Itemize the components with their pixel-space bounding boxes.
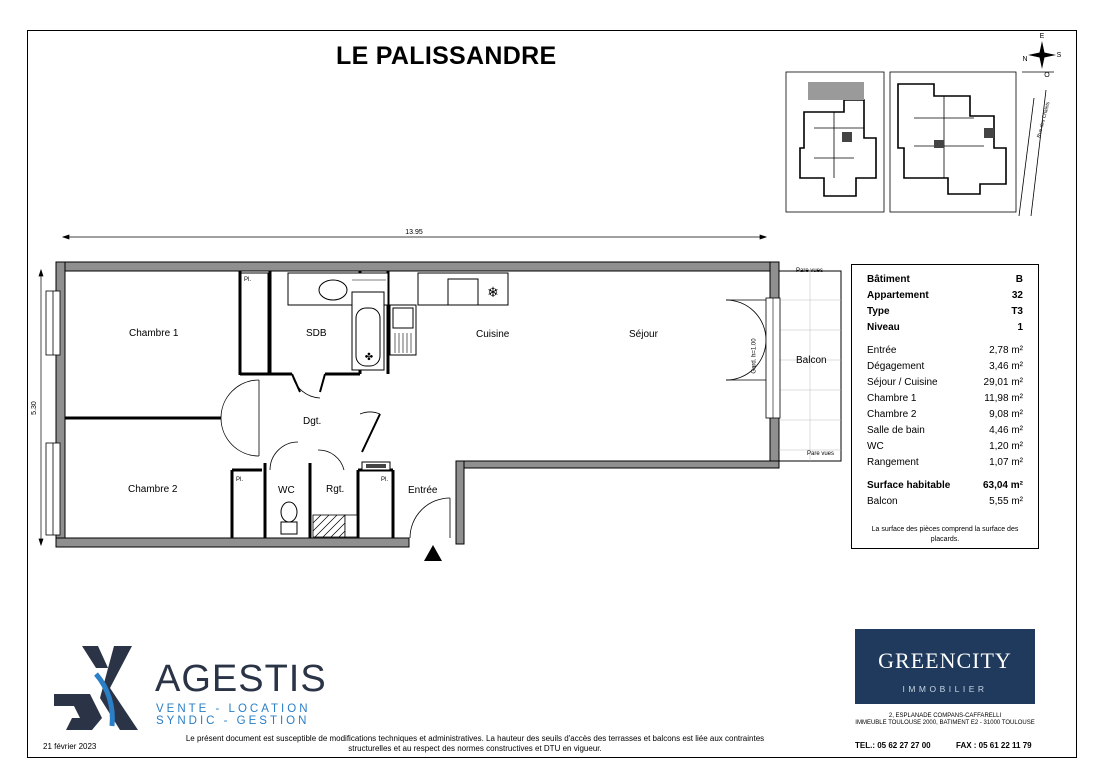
room-wc: WC — [278, 485, 295, 496]
surface-row: Séjour / Cuisine 29,01 m² — [867, 377, 1023, 388]
disclaimer: Le présent document est susceptible de modifications techniques et administratives. La hauteur des seuils d'accès des terrasses et balcons est liée aux contraintes structurelles et au respect des normes constructives et DTU en vigueur. — [185, 734, 765, 753]
info-row: Type T3 — [867, 306, 1023, 317]
greencity-name: GREENCITY — [878, 648, 1012, 673]
surface-row: WC 1,20 m² — [867, 441, 1023, 452]
storage-hatch — [313, 515, 357, 537]
room-entree: Entrée — [408, 485, 438, 496]
apartment-info-table — [851, 264, 1039, 549]
room-cuisine: Cuisine — [476, 329, 510, 340]
room-sejour: Séjour — [629, 329, 658, 340]
pare-vues-bottom: Pare vues — [807, 451, 835, 457]
placard-label-2: Pl. — [236, 477, 244, 483]
entrance-arrow-icon — [424, 545, 442, 561]
room-sdb: SDB — [306, 328, 327, 339]
greencity-logo — [855, 629, 1035, 704]
surface-note: La surface des pièces comprend la surface des placards. — [871, 526, 1019, 543]
drain-icon: ✤ — [364, 352, 374, 363]
balcon-surface-row: Balcon 5,55 m² — [867, 496, 1023, 507]
placard-label-3: Pl. — [381, 477, 389, 483]
surface-row: Salle de bain 4,46 m² — [867, 425, 1023, 436]
height-dimension: 5.30 — [31, 401, 38, 415]
svg-text:O: O — [1044, 72, 1050, 79]
room-rgt: Rgt. — [326, 484, 345, 495]
freezer-icon: ❄ — [487, 285, 499, 301]
svg-text:N: N — [1022, 56, 1028, 63]
total-surface-row: Surface habitable 63,04 m² — [867, 480, 1023, 491]
surface-row: Dégagement 3,46 m² — [867, 361, 1023, 372]
greencity-fax: FAX : 05 61 22 11 79 — [956, 741, 1032, 750]
svg-text:E: E — [1039, 33, 1045, 40]
info-row: Bâtiment B — [867, 274, 1023, 285]
room-chambre-2: Chambre 2 — [128, 484, 178, 495]
placard-label-1: Pl. — [244, 277, 252, 283]
surface-row: Entrée 2,78 m² — [867, 345, 1023, 356]
document-date: 21 février 2023 — [43, 742, 97, 751]
surface-row: Chambre 1 11,98 m² — [867, 393, 1023, 404]
room-balcon: Balcon — [796, 355, 827, 366]
surface-row: Chambre 2 9,08 m² — [867, 409, 1023, 420]
street-label: Rue des Chalets — [1036, 101, 1052, 139]
pare-vues-top: Pare vues — [796, 268, 824, 274]
svg-text:S: S — [1056, 52, 1062, 59]
greencity-phone: TEL.: 05 62 27 27 00 — [855, 741, 931, 750]
room-chambre-1: Chambre 1 — [129, 328, 179, 339]
greencity-sub: IMMOBILIER — [902, 684, 988, 694]
greencity-address: 2, ESPLANADE COMPANS-CAFFARELLI IMMEUBLE TOULOUSE 2000, BATIMENT E2 - 31000 TOULOUSE — [855, 713, 1035, 726]
surface-row: Rangement 1,07 m² — [867, 457, 1023, 468]
agestis-tagline: VENTE - LOCATION SYNDIC - GESTION — [156, 703, 311, 727]
agestis-logo-icon — [52, 644, 152, 732]
garde-corps-label: Gard. h=1.00 — [751, 338, 758, 374]
agestis-name: AGESTIS — [155, 658, 327, 700]
room-dgt: Dgt. — [303, 416, 322, 427]
width-dimension: 13.95 — [405, 229, 423, 236]
toilet-icon — [281, 502, 297, 534]
info-row: Niveau 1 — [867, 322, 1023, 333]
info-row: Appartement 32 — [867, 290, 1023, 301]
page-title: LE PALISSANDRE — [336, 42, 557, 70]
